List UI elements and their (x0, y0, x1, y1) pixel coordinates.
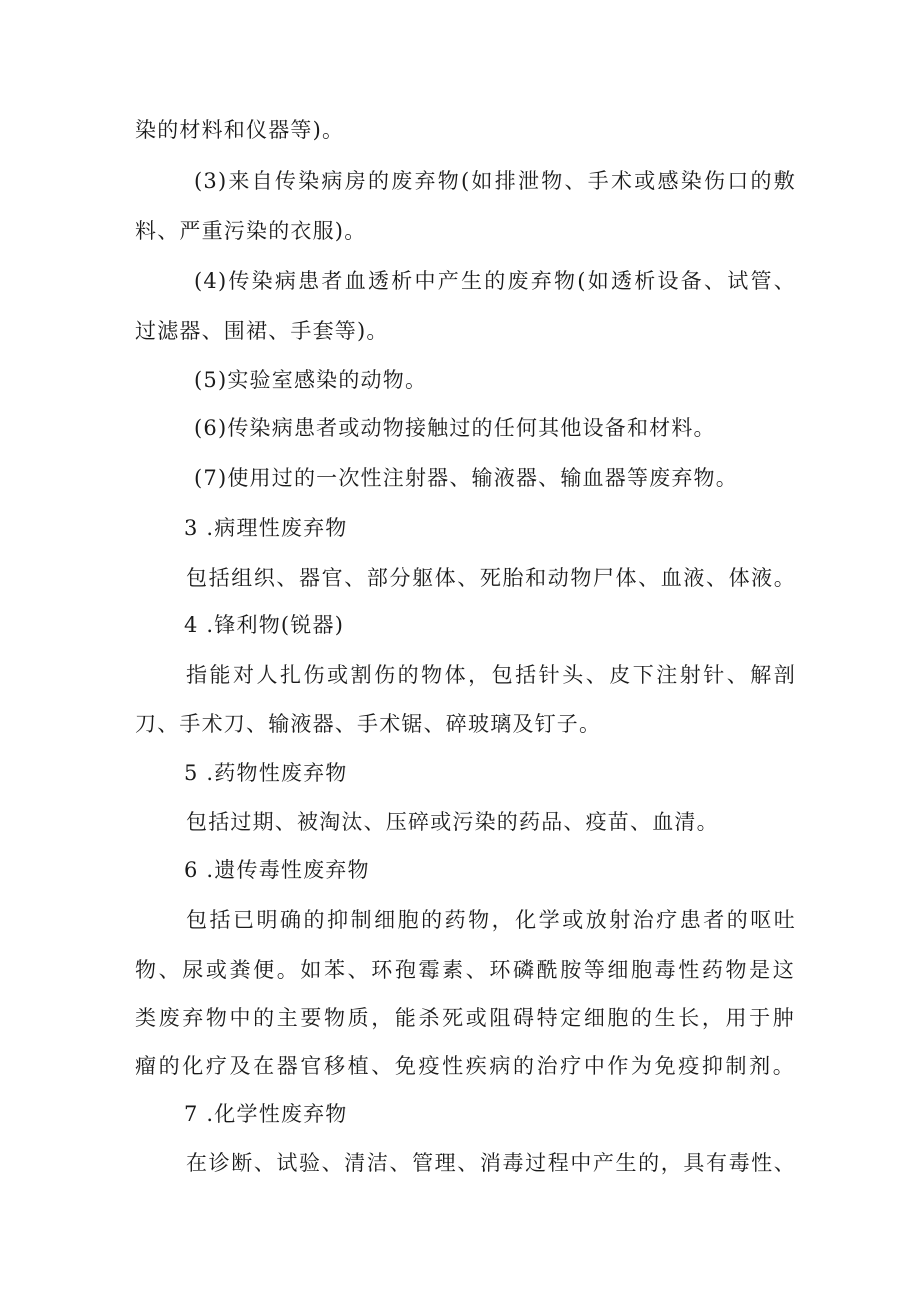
list-item-5: (5)实验室感染的动物。 (194, 368, 428, 392)
list-item-4: (4)传染病患者血透析中产生的废弃物(如透析设备、试管、 (194, 269, 796, 293)
paragraph-line: 类废弃物中的主要物质，能杀死或阻碍特定细胞的生长，用于肿 (135, 1006, 795, 1030)
paragraph-line: 刀、手术刀、输液器、手术锯、碎玻璃及钉子。 (135, 712, 602, 736)
paragraph-line: 指能对人扎伤或割伤的物体，包括针头、皮下注射针、解剖 (186, 663, 796, 687)
paragraph-line: 在诊断、试验、清洁、管理、消毒过程中产生的，具有毒性、 (186, 1151, 796, 1175)
paragraph-line: 包括已明确的抑制细胞的药物，化学或放射治疗患者的呕吐 (186, 908, 796, 932)
section-heading-4: 4 .锋利物(锐器) (184, 613, 345, 637)
section-heading-5: 5 .药物性废弃物 (184, 761, 348, 785)
list-item-7: (7)使用过的一次性注射器、输液器、输血器等废弃物。 (194, 466, 738, 490)
paragraph-line: 瘤的化疗及在器官移植、免疫性疾病的治疗中作为免疫抑制剂。 (135, 1054, 795, 1078)
text-line: 染的材料和仪器等)。 (135, 118, 345, 142)
text-line: 过滤器、围裙、手套等)。 (135, 319, 389, 343)
text-line: 料、严重污染的衣服)。 (135, 219, 367, 243)
paragraph-line: 包括组织、器官、部分躯体、死胎和动物尸体、血液、体液。 (186, 566, 796, 590)
paragraph-line: 物、尿或粪便。如苯、环孢霉素、环磷酰胺等细胞毒性药物是这 (135, 958, 795, 982)
section-heading-3: 3 .病理性废弃物 (184, 516, 348, 540)
section-heading-7: 7 .化学性废弃物 (184, 1102, 348, 1126)
list-item-3: (3)来自传染病房的废弃物(如排泄物、手术或感染伤口的敷 (194, 169, 796, 193)
paragraph-line: 包括过期、被淘汰、压碎或污染的药品、疫苗、血清。 (186, 810, 719, 834)
section-heading-6: 6 .遗传毒性废弃物 (184, 858, 370, 882)
list-item-6: (6)传染病患者或动物接触过的任何其他设备和材料。 (194, 416, 716, 440)
